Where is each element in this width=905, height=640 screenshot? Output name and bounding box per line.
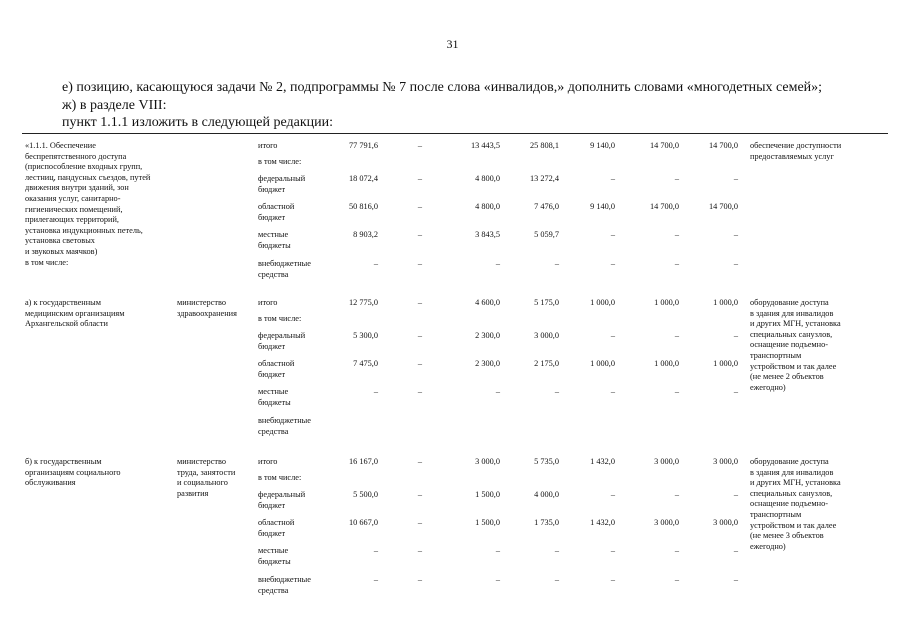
table-cell: – (733, 174, 738, 183)
table-cell: 5 300,0 (353, 331, 378, 340)
section-title: «1.1.1. Обеспечение беспрепятственного доступа (приспособление входных групп, лестниц, пандусных съездов, путей движения внутри зданий, зон оказания услуг, санитарно- гигиенических помещений, прилегающих территорий, установка индукционных петель, установка световых и звуковых маячков) в том числе: (25, 141, 151, 267)
table-cell: 77 791,6 (348, 141, 378, 150)
row-label: итого (258, 457, 278, 466)
table-cell: – (417, 174, 423, 183)
table-cell: – (674, 331, 679, 340)
table-cell: – (610, 490, 615, 499)
table-cell: 3 000,0 (713, 518, 738, 527)
table-cell: 8 903,2 (353, 230, 378, 239)
table-cell: 1 432,0 (590, 457, 615, 466)
table-cell: – (417, 230, 423, 239)
table-cell: 25 808,1 (529, 141, 559, 150)
row-label: федеральный бюджет (258, 331, 306, 351)
table-cell: 13 443,5 (470, 141, 500, 150)
table-cell: 1 500,0 (475, 490, 500, 499)
table-cell: – (417, 359, 423, 368)
table-cell: 3 000,0 (534, 331, 559, 340)
section-result: обеспечение доступности предоставляемых услуг (750, 141, 842, 161)
table-cell: – (733, 575, 738, 584)
row-label: федеральный бюджет (258, 174, 306, 194)
table-cell: – (733, 490, 738, 499)
table-cell: 18 072,4 (348, 174, 378, 183)
table-cell: 14 700,0 (649, 141, 679, 150)
table-cell: – (733, 546, 738, 555)
row-label: федеральный бюджет (258, 490, 306, 510)
table-cell: 4 800,0 (475, 174, 500, 183)
table-cell: 1 000,0 (590, 298, 615, 307)
intro-line-3: пункт 1.1.1 изложить в следующей редакции: (62, 115, 333, 130)
table-cell: 10 667,0 (348, 518, 378, 527)
table-cell: 1 735,0 (534, 518, 559, 527)
table-cell: – (417, 331, 423, 340)
intro-line-2: ж) в разделе VIII: (62, 98, 167, 113)
table-cell: 5 175,0 (534, 298, 559, 307)
table-cell: – (495, 387, 500, 396)
table-cell: 4 800,0 (475, 202, 500, 211)
table-cell: – (674, 174, 679, 183)
table-cell: – (554, 575, 559, 584)
section-result: оборудование доступа в здания для инвалидов и других МГН, установка специальных санузлов, оснащение подъемно- транспортным устройством и так далее (не менее 2 объектов ежегодно) (750, 298, 841, 392)
table-cell: 12 775,0 (348, 298, 378, 307)
table-cell: – (674, 259, 679, 268)
table-cell: – (417, 298, 423, 307)
table-cell: 1 000,0 (590, 359, 615, 368)
row-label: итого (258, 298, 278, 307)
row-label: областной бюджет (258, 359, 295, 379)
table-cell: 14 700,0 (649, 202, 679, 211)
table-cell: – (417, 490, 423, 499)
section-executor: министерство труда, занятости и социального развития (177, 457, 236, 498)
table-cell: – (554, 387, 559, 396)
table-cell: – (610, 331, 615, 340)
table-cell: – (610, 230, 615, 239)
table-cell: – (610, 387, 615, 396)
page-number: 31 (446, 37, 459, 51)
table-cell: 3 000,0 (654, 518, 679, 527)
table-cell: 2 300,0 (475, 331, 500, 340)
section-title: а) к государственным медицинским организациям Архангельской области (25, 298, 125, 329)
table-cell: 7 476,0 (534, 202, 559, 211)
table-cell: – (417, 457, 423, 466)
row-label: внебюджетные средства (258, 416, 311, 436)
table-cell: – (417, 387, 423, 396)
table-cell: – (417, 518, 423, 527)
table-cell: 3 000,0 (654, 457, 679, 466)
table-cell: – (495, 575, 500, 584)
table-cell: 2 175,0 (534, 359, 559, 368)
row-label: местные бюджеты (258, 230, 291, 250)
table-cell: – (733, 230, 738, 239)
table-cell: – (674, 230, 679, 239)
table-cell: – (610, 259, 615, 268)
table-cell: 16 167,0 (348, 457, 378, 466)
section-result: оборудование доступа в здания для инвалидов и других МГН, установка специальных санузлов, оснащение подъемно- транспортным устройством и так далее (не менее 3 объектов ежегодно) (750, 457, 841, 551)
table-cell: – (417, 202, 423, 211)
row-label: итого (258, 141, 278, 150)
table-cell: – (554, 259, 559, 268)
table-cell: – (495, 259, 500, 268)
table-cell: 1 000,0 (654, 359, 679, 368)
table-cell: – (417, 575, 423, 584)
section-executor: министерство здравоохранения (177, 298, 237, 318)
table-cell: 5 500,0 (353, 490, 378, 499)
row-label: местные бюджеты (258, 546, 291, 566)
row-label: в том числе: (258, 314, 302, 323)
table-cell: – (674, 546, 679, 555)
table-cell: – (674, 387, 679, 396)
table-cell: – (373, 259, 378, 268)
table-cell: 14 700,0 (708, 202, 738, 211)
table-cell: 5 059,7 (534, 230, 559, 239)
table-cell: – (610, 546, 615, 555)
table-cell: – (373, 575, 378, 584)
table-cell: – (733, 387, 738, 396)
intro-line-1: е) позицию, касающуюся задачи № 2, подпрограммы № 7 после слова «инвалидов,» дополнить словами «многодетных семей»; (62, 80, 823, 95)
table-cell: – (674, 490, 679, 499)
table-cell: 4 000,0 (534, 490, 559, 499)
table-cell: 1 500,0 (475, 518, 500, 527)
table-cell: – (373, 546, 378, 555)
table-cell: – (495, 546, 500, 555)
table-cell: 2 300,0 (475, 359, 500, 368)
row-label: в том числе: (258, 473, 302, 482)
table-cell: 13 272,4 (529, 174, 559, 183)
table-cell: 3 000,0 (475, 457, 500, 466)
table-cell: 7 475,0 (353, 359, 378, 368)
table-cell: – (610, 174, 615, 183)
row-label: в том числе: (258, 157, 302, 166)
table-cell: – (733, 331, 738, 340)
table-cell: – (733, 259, 738, 268)
table-cell: 9 140,0 (590, 141, 615, 150)
section-title: б) к государственным организациям социального обслуживания (25, 457, 121, 488)
table-cell: 1 000,0 (713, 298, 738, 307)
table-cell: – (554, 546, 559, 555)
table-top-rule (22, 133, 888, 134)
row-label: областной бюджет (258, 202, 295, 222)
table-cell: – (674, 575, 679, 584)
table-cell: – (610, 575, 615, 584)
table-cell: 14 700,0 (708, 141, 738, 150)
table-cell: 3 000,0 (713, 457, 738, 466)
table-cell: 3 843,5 (475, 230, 500, 239)
table-cell: 1 000,0 (654, 298, 679, 307)
table-cell: – (417, 546, 423, 555)
table-cell: 1 432,0 (590, 518, 615, 527)
table-cell: 9 140,0 (590, 202, 615, 211)
table-cell: – (417, 141, 423, 150)
table-cell: – (373, 387, 378, 396)
table-cell: – (417, 259, 423, 268)
table-cell: 4 600,0 (475, 298, 500, 307)
row-label: внебюджетные средства (258, 259, 311, 279)
row-label: областной бюджет (258, 518, 295, 538)
table-cell: 1 000,0 (713, 359, 738, 368)
table-cell: 50 816,0 (348, 202, 378, 211)
table-cell: 5 735,0 (534, 457, 559, 466)
row-label: местные бюджеты (258, 387, 291, 407)
row-label: внебюджетные средства (258, 575, 311, 595)
